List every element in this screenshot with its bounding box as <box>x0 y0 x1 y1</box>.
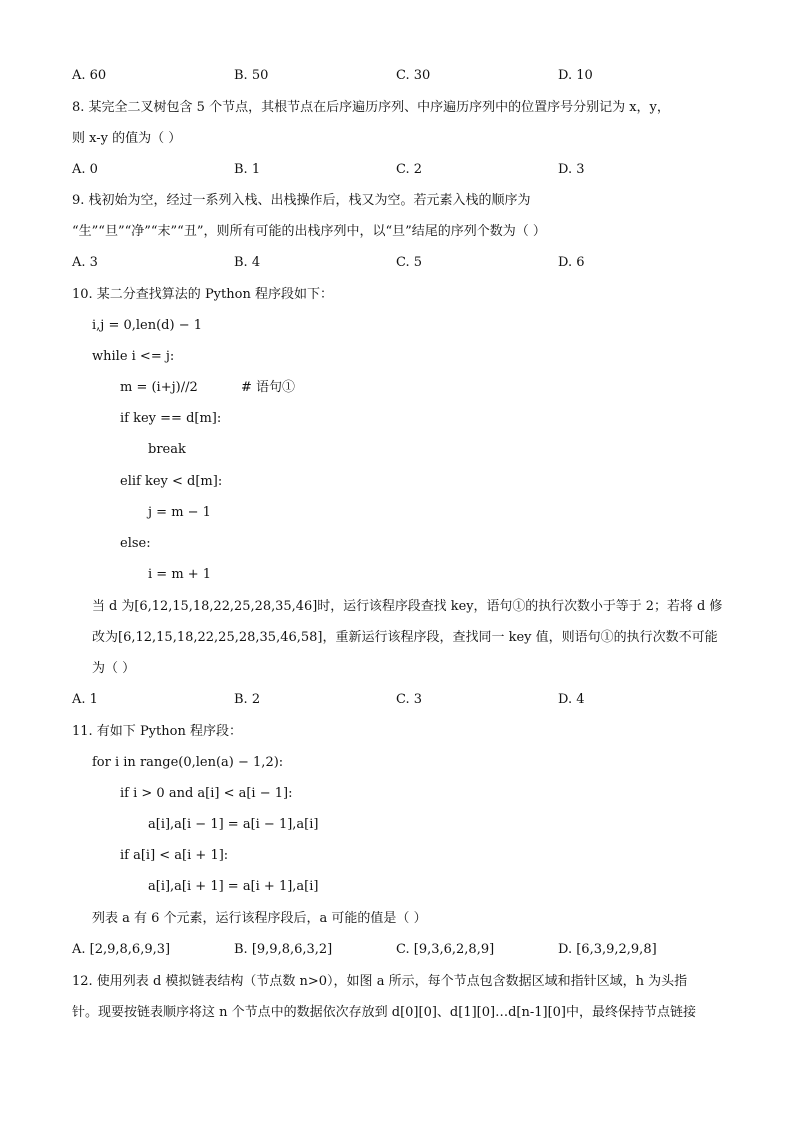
q9-option-d: D. 6 <box>558 255 585 270</box>
q8-option-d: D. 3 <box>558 162 585 177</box>
q7-option-d: D. 10 <box>558 68 593 83</box>
q8-option-a: A. 0 <box>72 162 98 177</box>
q10-option-b: B. 2 <box>234 692 261 707</box>
q11-option-d: D. [6,3,9,2,9,8] <box>558 942 657 957</box>
q11-option-b: B. [9,9,8,6,3,2] <box>234 942 333 957</box>
code-line: else: <box>120 536 151 551</box>
q10-desc-line2: 改为[6,12,15,18,22,25,28,35,46,58]，重新运行该程序段，查找同一 key 值，则语句①的执行次数不可能 <box>92 630 718 645</box>
q7-option-b: B. 50 <box>234 68 269 83</box>
code-line: m = (i+j)//2 <box>120 380 198 395</box>
code-comment: # 语句① <box>241 380 296 395</box>
q10-option-a: A. 1 <box>72 692 98 707</box>
q12-stem-line2: 针。现要按链表顺序将这 n 个节点中的数据依次存放到 d[0][0]、d[1][0]…d[n-1][0]中，最终保持节点链接 <box>72 1005 696 1020</box>
q10-stem: 10. 某二分查找算法的 Python 程序段如下： <box>72 287 333 302</box>
code-line: i = m + 1 <box>148 567 212 582</box>
q8-stem-line1: 8. 某完全二叉树包含 5 个节点，其根节点在后序遍历序列、中序遍历序列中的位置序号分别记为 x，y， <box>72 100 670 115</box>
code-line: if a[i] < a[i + 1]: <box>120 848 229 863</box>
q10-desc-line1: 当 d 为[6,12,15,18,22,25,28,35,46]时，运行该程序段查找 key，语句①的执行次数小于等于 2；若将 d 修 <box>92 599 723 614</box>
q11-stem: 11. 有如下 Python 程序段： <box>72 724 242 739</box>
code-line: a[i],a[i − 1] = a[i − 1],a[i] <box>148 817 319 832</box>
q11-option-a: A. [2,9,8,6,9,3] <box>72 942 171 957</box>
code-line: elif key < d[m]: <box>120 474 223 489</box>
q12-stem-line1: 12. 使用列表 d 模拟链表结构（节点数 n>0），如图 a 所示，每个节点包含数据区域和指针区域，h 为头指 <box>72 974 688 989</box>
code-line: j = m − 1 <box>148 505 211 520</box>
code-line: while i <= j: <box>92 349 175 364</box>
q8-option-b: B. 1 <box>234 162 261 177</box>
q11-desc: 列表 a 有 6 个元素，运行该程序段后，a 可能的值是（ ） <box>92 911 427 926</box>
q8-option-c: C. 2 <box>396 162 423 177</box>
code-line: i,j = 0,len(d) − 1 <box>92 318 202 333</box>
code-line: break <box>148 442 186 457</box>
q10-option-c: C. 3 <box>396 692 423 707</box>
q10-option-d: D. 4 <box>558 692 585 707</box>
q7-option-a: A. 60 <box>72 68 107 83</box>
code-line: a[i],a[i + 1] = a[i + 1],a[i] <box>148 879 319 894</box>
q11-option-c: C. [9,3,6,2,8,9] <box>396 942 495 957</box>
q9-stem-line2: “生”“旦”“净”“末”“丑”，则所有可能的出栈序列中，以“旦”结尾的序列个数为（ ） <box>72 224 546 239</box>
q8-stem-line2: 则 x-y 的值为（ ） <box>72 131 182 146</box>
code-line: if key == d[m]: <box>120 411 222 426</box>
q10-desc-line3: 为（ ） <box>92 661 136 676</box>
q9-option-c: C. 5 <box>396 255 423 270</box>
code-line: if i > 0 and a[i] < a[i − 1]: <box>120 786 293 801</box>
q9-stem-line1: 9. 栈初始为空，经过一系列入栈、出栈操作后，栈又为空。若元素入栈的顺序为 <box>72 193 531 208</box>
q9-option-a: A. 3 <box>72 255 98 270</box>
q9-option-b: B. 4 <box>234 255 261 270</box>
code-line: for i in range(0,len(a) − 1,2): <box>92 755 284 770</box>
q7-option-c: C. 30 <box>396 68 431 83</box>
